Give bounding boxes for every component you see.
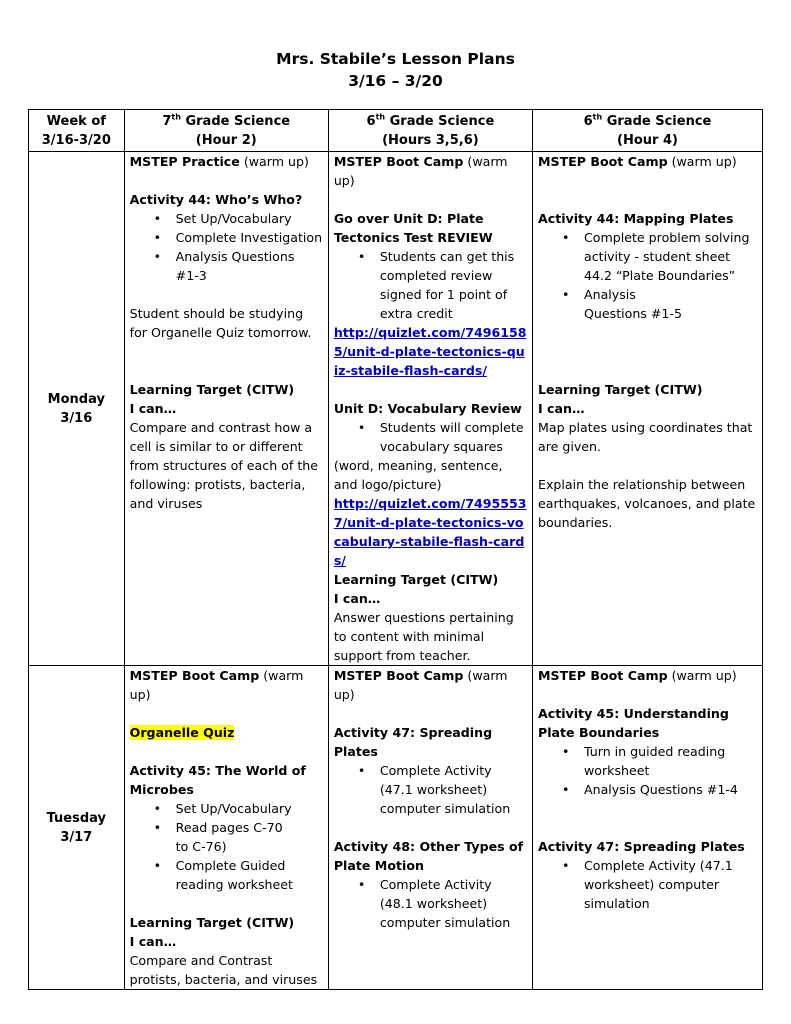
i-can-label: I can… bbox=[333, 591, 381, 606]
col-header-6th-grade-a bbox=[328, 110, 532, 152]
activity-title: Activity 47: Spreading Plates bbox=[537, 839, 745, 854]
learning-target-text: Compare and contrast how a cell is similar to or different from structures of each of the following: protists, bacteria, and viruses bbox=[129, 420, 318, 511]
list-item: • Complete Investigation bbox=[176, 228, 323, 247]
warmup-title: MSTEP Boot Camp bbox=[129, 668, 260, 683]
list-item: • Turn in guided reading worksheet bbox=[584, 742, 757, 780]
day-name: Monday bbox=[47, 391, 105, 407]
col-header-6th-grade-b bbox=[532, 110, 762, 152]
activity-list bbox=[130, 799, 323, 894]
warmup-note: (warm up) bbox=[667, 154, 737, 169]
list-item: • Complete Guided reading worksheet bbox=[176, 856, 323, 894]
activity-title: Activity 44: Who’s Who? bbox=[129, 192, 303, 207]
warmup-title: MSTEP Practice bbox=[129, 154, 240, 169]
grade-number: 6 bbox=[583, 114, 593, 129]
week-header bbox=[29, 110, 125, 152]
warmup-title: MSTEP Boot Camp bbox=[333, 154, 464, 169]
day-cell-tuesday bbox=[29, 666, 125, 990]
hour-label: (Hours 3,5,6) bbox=[382, 133, 479, 148]
list-item: • Students can get this completed review signed for 1 point of extra credit bbox=[380, 247, 527, 323]
activity-title: Activity 44: Mapping Plates bbox=[537, 211, 734, 226]
tuesday-6th-a-cell bbox=[328, 666, 532, 990]
learning-target-text-2: Explain the relationship between earthquakes, volcanoes, and plate boundaries. bbox=[537, 477, 756, 530]
activity-list bbox=[538, 742, 757, 799]
day-date: 3/16 bbox=[60, 410, 93, 426]
day-name: Tuesday bbox=[46, 810, 107, 826]
quizlet-link-quiz[interactable]: http://quizlet.com/74961585/unit-d-plate-tectonics-quiz-stabile-flash-cards/ bbox=[333, 325, 527, 378]
list-item: • Complete Activity (47.1 worksheet) computer simulation bbox=[380, 761, 527, 818]
learning-target-text: Compare and Contrast protists, bacteria, and viruses bbox=[129, 953, 318, 987]
vocab-list bbox=[334, 418, 527, 456]
activity-list bbox=[130, 209, 323, 285]
warmup-title: MSTEP Boot Camp bbox=[537, 154, 668, 169]
grade-label: Grade Science bbox=[180, 114, 291, 129]
list-item: • Complete Activity (48.1 worksheet) computer simulation bbox=[380, 875, 527, 932]
activity-list bbox=[538, 856, 757, 913]
activity-title: Activity 45: Understanding Plate Boundaries bbox=[537, 706, 729, 740]
monday-row bbox=[29, 152, 763, 666]
tuesday-row bbox=[29, 666, 763, 990]
learning-target-text: Answer questions pertaining to content with minimal support from teacher. bbox=[333, 610, 514, 663]
activity-list bbox=[334, 761, 527, 818]
list-item: • Set Up/Vocabulary bbox=[176, 799, 323, 818]
quizlet-link-vocabulary[interactable]: http://quizlet.com/74955537/unit-d-plate-tectonics-vocabulary-stabile-flash-cards/ bbox=[333, 496, 527, 568]
day-cell-monday bbox=[29, 152, 125, 666]
week-range: 3/16-3/20 bbox=[41, 133, 111, 148]
list-item: • Analysis Questions #1-4 bbox=[584, 780, 757, 799]
learning-target-title: Learning Target (CITW) bbox=[537, 382, 703, 397]
warmup-title: MSTEP Boot Camp bbox=[537, 668, 668, 683]
activity-title: Activity 47: Spreading Plates bbox=[333, 725, 493, 759]
grade-suffix: th bbox=[171, 112, 181, 122]
learning-target-title: Learning Target (CITW) bbox=[129, 915, 295, 930]
document-title: Mrs. Stabile’s Lesson Plans bbox=[276, 50, 515, 68]
review-title: Go over Unit D: Plate Tectonics Test REVIEW bbox=[333, 211, 493, 245]
activity-title: Activity 48: Other Types of Plate Motion bbox=[333, 839, 524, 873]
grade-suffix: th bbox=[375, 112, 386, 122]
review-list bbox=[334, 247, 527, 323]
warmup-note: (warm up) bbox=[129, 668, 304, 702]
hour-label: (Hour 4) bbox=[617, 133, 678, 148]
grade-suffix: th bbox=[592, 112, 603, 122]
activity-title: Activity 45: The World of Microbes bbox=[129, 763, 306, 797]
warmup-note: (warm up) bbox=[333, 668, 508, 702]
study-note: Student should be studying for Organelle Quiz tomorrow. bbox=[129, 306, 312, 340]
tuesday-6th-b-cell bbox=[532, 666, 762, 990]
day-date: 3/17 bbox=[60, 829, 93, 845]
list-item: • Analysis Questions #1-5 bbox=[584, 285, 757, 323]
warmup-note: (warm up) bbox=[333, 154, 508, 188]
learning-target-text: Map plates using coordinates that are given. bbox=[537, 420, 753, 454]
list-item: • Students will complete vocabulary squares bbox=[380, 418, 527, 456]
quiz-highlight: Organelle Quiz bbox=[129, 725, 235, 740]
vocab-title: Unit D: Vocabulary Review bbox=[333, 401, 522, 416]
col-header-7th-grade bbox=[124, 110, 328, 152]
list-item: • Complete Activity (47.1 worksheet) computer simulation bbox=[584, 856, 757, 913]
grade-number: 6 bbox=[366, 114, 376, 129]
activity-list bbox=[334, 875, 527, 932]
learning-target-title: Learning Target (CITW) bbox=[333, 572, 499, 587]
list-item: • Complete problem solving activity - student sheet 44.2 “Plate Boundaries” bbox=[584, 228, 757, 285]
i-can-label: I can… bbox=[537, 401, 585, 416]
i-can-label: I can… bbox=[129, 401, 177, 416]
activity-list bbox=[538, 228, 757, 323]
grade-label: Grade Science bbox=[385, 114, 495, 129]
monday-6th-a-cell bbox=[328, 152, 532, 666]
warmup-note: (warm up) bbox=[239, 154, 309, 169]
week-label: Week of bbox=[46, 114, 106, 129]
tuesday-7th-cell bbox=[124, 666, 328, 990]
list-item: • Set Up/Vocabulary bbox=[176, 209, 323, 228]
i-can-label: I can… bbox=[129, 934, 177, 949]
monday-6th-b-cell bbox=[532, 152, 762, 666]
list-item: • Read pages C-70 to C-76) bbox=[176, 818, 323, 856]
vocab-note: (word, meaning, sentence, and logo/picture) bbox=[333, 458, 503, 492]
lesson-plan-table bbox=[28, 109, 763, 990]
grade-label: Grade Science bbox=[602, 114, 712, 129]
header-row bbox=[29, 110, 763, 152]
warmup-title: MSTEP Boot Camp bbox=[333, 668, 464, 683]
warmup-note: (warm up) bbox=[667, 668, 737, 683]
list-item: • Analysis Questions #1-3 bbox=[176, 247, 323, 285]
date-range: 3/16 – 3/20 bbox=[348, 72, 443, 90]
monday-7th-cell bbox=[124, 152, 328, 666]
hour-label: (Hour 2) bbox=[195, 133, 257, 148]
learning-target-title: Learning Target (CITW) bbox=[129, 382, 295, 397]
grade-number: 7 bbox=[162, 114, 172, 129]
